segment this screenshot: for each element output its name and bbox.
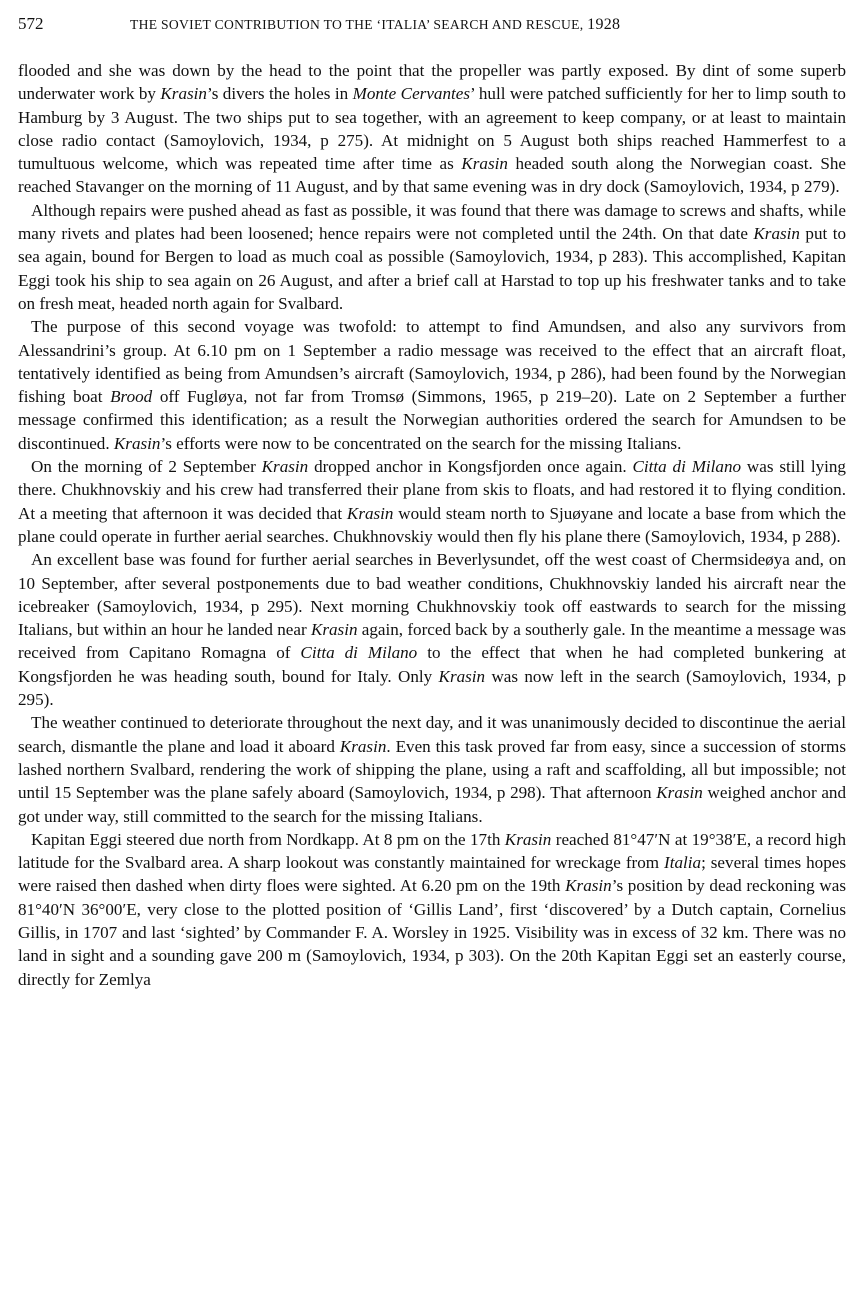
italic-run: Krasin [160,84,207,104]
text-run: flooded and she was down by the head to the point that the propeller was partly exposed. By dint of some superb underwater work by [18,61,846,104]
italic-run: Krasin [656,783,703,803]
text-run: weighed anchor and got under way, still committed to the search for the missing Italians. [18,783,847,826]
text-run: headed south along the Norwegian coast. She reached Stavanger on the morning of 11 August, and by that same evening was in dry dock (Samoylovich, 1934, p 279). [18,154,846,197]
italic-run: Krasin [339,736,387,756]
body-paragraph [18,199,846,315]
body-paragraph [18,711,846,827]
text-run: ’ hull were patched sufficiently for her to limp south to Hamburg by 3 August. The two ships put to sea together, with an agreement to keep company, or at least to maintain close radio contact (Samoylovich, 1934, p 275). At midnight on 5 August both ships reached Hammerfest to a tumultuous welcome, which was repeated time after time as [18,84,846,174]
italic-run: Krasin [310,620,358,640]
text-run: off Fugløya, not far from Tromsø (Simmons, 1965, p 219–20). Late on 2 September a further message confirmed this identification; as a result the Norwegian authorities ordered the search for Amundsen to be discontinued. [18,387,846,453]
text-run: reached 81°47′N at 19°38′E, a record high latitude for the Svalbard area. A sharp lookout was constantly maintained for wreckage from [18,829,846,873]
italic-run: Brood [110,387,153,407]
italic-run: Krasin [346,503,394,523]
italic-run: Krasin [438,666,486,686]
italic-run: Citta di Milano [300,643,418,663]
body-paragraph [18,455,846,548]
italic-run: Krasin [753,224,800,244]
italic-run: Krasin [113,433,161,453]
text-run: again, forced back by a southerly gale. In the meantime a message was received from Capitano Romagna of [18,620,846,663]
body-paragraph [18,59,846,199]
body-paragraph [18,548,846,711]
text-run: ’s efforts were now to be concentrated on the search for the missing Italians. [160,433,682,453]
text-run: On the morning of 2 September [31,457,262,477]
italic-run: Krasin [504,829,552,849]
text-run: The purpose of this second voyage was twofold: to attempt to find Amundsen, and also any survivors from Alessandrini’s group. At 6.10 pm on 1 September a radio message was received to the effect that an aircraft float, tentatively identified as being from Amundsen’s aircraft (Samoylovich, 1934, p 286), had been found by the Norwegian fishing boat [18,317,846,407]
text-run: ’s divers the holes in [206,84,353,104]
italic-run: Krasin [261,457,309,477]
text-run: ; several times hopes were raised then dashed when dirty floes were sighted. At 6.20 pm on the 19th [18,853,846,896]
body-paragraph [18,828,846,991]
text-run: to the effect that when he had completed bunkering at Kongsfjorden he was heading south, bound for Italy. Only [18,643,846,686]
text-run: ’s position by dead reckoning was 81°40′N 36°00′E, very close to the plotted position of ‘Gillis Land’, first ‘discovered’ by a Dutch captain, Cornelius Gillis, in 1707 and last ‘sighted’ by Commander F. A. Worsley in 1925. Visibility was in excess of 32 km. There was no land in sight and a sounding gave 200 m (Samoylovich, 1934, p 303). On the 20th Kapitan Eggi set an easterly course, directly for Zemlya [18,876,846,989]
text-run: put to sea again, bound for Bergen to load as much coal as possible (Samoylovich, 1934, p 283). This accomplished, Kapitan Eggi took his ship to sea again on 26 August, and after a brief call at Harstad to top up his freshwater tanks and to take on fresh meat, headed north again for Svalbard. [18,224,846,313]
text-run: dropped anchor in Kongsfjorden once again. [308,457,633,477]
body-paragraph [18,315,846,455]
text-run: An excellent base was found for further aerial searches in Beverlysundet, off the west coast of Chermsideøya and, on 10 September, after several postponements due to bad weather conditions, Chukhnovskiy landed his aircraft near the icebreaker (Samoylovich, 1934, p 295). Next morning Chukhnovskiy took off eastwards to search for the missing Italians, but within an hour he landed near [18,550,846,640]
italic-run: Italia [664,853,702,873]
italic-run: Krasin [461,154,508,174]
text-run: Kapitan Eggi steered due north from Nordkapp. At 8 pm on the 17th [31,829,505,849]
italic-run: Krasin [565,876,612,896]
italic-run: Citta di Milano [632,457,742,477]
running-title-year: 1928 [587,16,621,33]
body-text [18,59,846,991]
text-run: was still lying there. Chukhnovskiy and his crew had transferred their plane from skis to floats, and had restored it to flying condition. At a meeting that afternoon it was decided that [18,457,846,523]
running-title [130,16,620,34]
text-run: was now left in the search (Samoylovich, 1934, p 295). [18,666,846,710]
italic-run: Monte Cervantes [352,84,470,104]
text-run: would steam north to Sjuøyane and locate a base from which the plane could operate in further aerial searches. Chukhnovskiy would then fly his plane there (Samoylovich, 1934, p 288). [18,503,846,546]
text-run: . Even this task proved far from easy, since a succession of storms lashed northern Svalbard, rendering the work of shipping the plane, using a raft and scaffolding, all but impossible; not until 15 September was the plane safely aboard (Samoylovich, 1934, p 298). That afternoon [18,736,846,803]
text-run: Although repairs were pushed ahead as fast as possible, it was found that there was damage to screws and shafts, while many rivets and plates had been loosened; hence repairs were not completed until the 24th. On that date [18,200,846,244]
text-run: The weather continued to deteriorate throughout the next day, and it was unanimously decided to discontinue the aerial search, dismantle the plane and load it aboard [18,713,846,756]
running-title-text: THE SOVIET CONTRIBUTION TO THE ‘ITALIA’ SEARCH AND RESCUE, [130,17,584,32]
running-header [18,14,844,38]
page-number: 572 [18,14,44,33]
